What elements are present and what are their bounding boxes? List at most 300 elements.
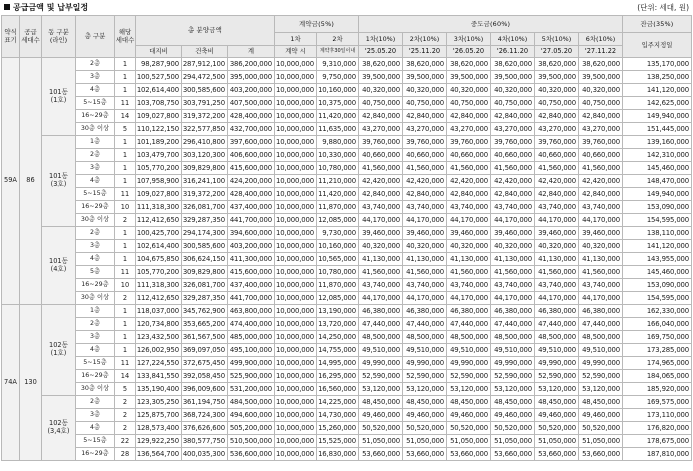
- floor-cell: 4층: [76, 253, 115, 266]
- middle-4-cell: 49,990,000: [491, 357, 535, 370]
- floor-cell: 16~29층: [76, 110, 115, 123]
- units-cell: 1: [115, 162, 136, 175]
- header-middle-5: 5차(10%): [535, 33, 579, 46]
- middle-2-cell: 41,560,000: [403, 266, 447, 279]
- units-cell: 11: [115, 266, 136, 279]
- middle-2-cell: 43,740,000: [403, 201, 447, 214]
- floor-cell: 5층: [76, 266, 115, 279]
- table-row: [2, 110, 692, 123]
- contract-1-cell: 10,000,000: [275, 435, 317, 448]
- header-middle-3: 3차(10%): [447, 33, 491, 46]
- units-cell: 1: [115, 253, 136, 266]
- middle-4-cell: 53,120,000: [491, 383, 535, 396]
- middle-6-cell: 41,560,000: [579, 266, 623, 279]
- table-row: [2, 279, 692, 292]
- contract-2-cell: 15,525,000: [317, 435, 359, 448]
- table-row: [2, 149, 692, 162]
- middle-1-cell: 49,990,000: [359, 357, 403, 370]
- floor-cell: 3층: [76, 409, 115, 422]
- middle-6-cell: 41,130,000: [579, 253, 623, 266]
- middle-6-cell: 39,460,000: [579, 227, 623, 240]
- balance-cell: 184,065,000: [623, 370, 692, 383]
- middle-1-cell: 48,450,000: [359, 396, 403, 409]
- middle-3-cell: 44,170,000: [447, 292, 491, 305]
- middle-1-cell: 49,460,000: [359, 409, 403, 422]
- contract-2-cell: 11,420,000: [317, 110, 359, 123]
- table-row: [2, 136, 692, 149]
- middle-5-cell: 41,560,000: [535, 162, 579, 175]
- middle-1-cell: 43,740,000: [359, 201, 403, 214]
- contract-1-cell: 10,000,000: [275, 97, 317, 110]
- floor-cell: 1층: [76, 136, 115, 149]
- land-cell: 111,318,300: [136, 279, 182, 292]
- middle-4-cell: 41,130,000: [491, 253, 535, 266]
- balance-cell: 187,810,000: [623, 448, 692, 461]
- units-cell: 1: [115, 240, 136, 253]
- header-supply-units: 공급 세대수: [20, 16, 42, 58]
- building-cost-cell: 300,585,600: [182, 84, 228, 97]
- middle-5-cell: 43,270,000: [535, 123, 579, 136]
- unit-label: (단위: 세대, 원): [637, 3, 689, 12]
- middle-5-cell: 42,420,000: [535, 175, 579, 188]
- middle-3-cell: 48,500,000: [447, 331, 491, 344]
- contract-2-cell: 14,225,000: [317, 396, 359, 409]
- middle-4-cell: 52,590,000: [491, 370, 535, 383]
- units-cell: 14: [115, 110, 136, 123]
- table-row: [2, 97, 692, 110]
- contract-2-cell: 12,085,000: [317, 292, 359, 305]
- balance-cell: 176,820,000: [623, 422, 692, 435]
- header-building: 동 구분 (라인): [42, 16, 76, 58]
- balance-cell: 173,110,000: [623, 409, 692, 422]
- contract-2-cell: 9,310,000: [317, 58, 359, 71]
- contract-1-cell: 10,000,000: [275, 370, 317, 383]
- table-row: [2, 240, 692, 253]
- total-cell: 531,200,000: [228, 383, 275, 396]
- middle-5-cell: 43,740,000: [535, 279, 579, 292]
- floor-cell: 30층 이상: [76, 383, 115, 396]
- contract-1-cell: 10,000,000: [275, 162, 317, 175]
- middle-2-cell: 48,450,000: [403, 396, 447, 409]
- balance-cell: 151,445,000: [623, 123, 692, 136]
- middle-6-cell: 48,450,000: [579, 396, 623, 409]
- header-middle-6: 6차(10%): [579, 33, 623, 46]
- floor-cell: 5~15층: [76, 97, 115, 110]
- units-cell: 14: [115, 370, 136, 383]
- land-cell: 104,675,850: [136, 253, 182, 266]
- building-cost-cell: 372,675,450: [182, 357, 228, 370]
- total-cell: 403,200,000: [228, 84, 275, 97]
- middle-4-cell: 53,660,000: [491, 448, 535, 461]
- land-cell: 111,318,300: [136, 201, 182, 214]
- balance-cell: 153,090,000: [623, 201, 692, 214]
- middle-3-cell: 40,320,000: [447, 84, 491, 97]
- contract-1-cell: 10,000,000: [275, 227, 317, 240]
- building-cell: 102동 (1호): [42, 305, 76, 396]
- middle-6-cell: 42,420,000: [579, 175, 623, 188]
- building-cell: 102동 (3,4호): [42, 396, 76, 461]
- contract-1-cell: 10,000,000: [275, 58, 317, 71]
- header-balance-timing: 입주지정일: [623, 33, 692, 58]
- contract-1-cell: 10,000,000: [275, 201, 317, 214]
- balance-cell: 141,120,000: [623, 84, 692, 97]
- total-cell: 474,400,000: [228, 318, 275, 331]
- middle-3-cell: 53,120,000: [447, 383, 491, 396]
- middle-6-cell: 49,460,000: [579, 409, 623, 422]
- land-cell: 109,027,800: [136, 188, 182, 201]
- total-cell: 510,500,000: [228, 435, 275, 448]
- land-cell: 112,412,650: [136, 292, 182, 305]
- floor-cell: 5~15층: [76, 188, 115, 201]
- table-row: [2, 84, 692, 97]
- header-type: 약식 표기: [2, 16, 20, 58]
- middle-6-cell: 40,320,000: [579, 240, 623, 253]
- units-cell: 11: [115, 357, 136, 370]
- middle-5-cell: 48,450,000: [535, 396, 579, 409]
- middle-5-cell: 46,380,000: [535, 305, 579, 318]
- land-cell: 126,002,950: [136, 344, 182, 357]
- contract-1-cell: 10,000,000: [275, 240, 317, 253]
- middle-4-cell: 38,620,000: [491, 58, 535, 71]
- middle-2-cell: 40,750,000: [403, 97, 447, 110]
- units-cell: 28: [115, 448, 136, 461]
- middle-6-cell: 42,840,000: [579, 110, 623, 123]
- land-cell: 105,770,200: [136, 266, 182, 279]
- total-cell: 432,700,000: [228, 123, 275, 136]
- middle-5-cell: 49,510,000: [535, 344, 579, 357]
- middle-6-cell: 43,740,000: [579, 279, 623, 292]
- building-cost-cell: 396,009,600: [182, 383, 228, 396]
- contract-2-cell: 13,720,000: [317, 318, 359, 331]
- middle-5-cell: 41,130,000: [535, 253, 579, 266]
- building-cost-cell: 361,194,750: [182, 396, 228, 409]
- contract-1-cell: 10,000,000: [275, 71, 317, 84]
- units-cell: 1: [115, 149, 136, 162]
- balance-cell: 142,625,000: [623, 97, 692, 110]
- balance-cell: 178,675,000: [623, 435, 692, 448]
- middle-3-cell: 51,050,000: [447, 435, 491, 448]
- building-cost-cell: 309,829,800: [182, 162, 228, 175]
- middle-1-cell: 43,270,000: [359, 123, 403, 136]
- contract-1-cell: 10,000,000: [275, 123, 317, 136]
- building-cell: 101동 (1호): [42, 58, 76, 136]
- floor-cell: 30층 이상: [76, 123, 115, 136]
- middle-3-cell: 42,420,000: [447, 175, 491, 188]
- middle-3-cell: 48,450,000: [447, 396, 491, 409]
- total-cell: 485,000,000: [228, 331, 275, 344]
- total-cell: 437,400,000: [228, 279, 275, 292]
- balance-cell: 154,595,000: [623, 214, 692, 227]
- balance-cell: 145,460,000: [623, 162, 692, 175]
- middle-1-cell: 40,320,000: [359, 84, 403, 97]
- middle-2-cell: 43,270,000: [403, 123, 447, 136]
- middle-1-cell: 50,520,000: [359, 422, 403, 435]
- middle-1-cell: 44,170,000: [359, 214, 403, 227]
- total-cell: 397,600,000: [228, 136, 275, 149]
- contract-1-cell: 10,000,000: [275, 305, 317, 318]
- contract-1-cell: 10,000,000: [275, 188, 317, 201]
- units-cell: 22: [115, 435, 136, 448]
- contract-2-cell: 10,565,000: [317, 253, 359, 266]
- total-cell: 395,000,000: [228, 71, 275, 84]
- units-cell: 5: [115, 383, 136, 396]
- middle-2-cell: 53,120,000: [403, 383, 447, 396]
- building-cost-cell: 361,567,500: [182, 331, 228, 344]
- middle-5-cell: 47,440,000: [535, 318, 579, 331]
- middle-1-cell: 46,380,000: [359, 305, 403, 318]
- contract-1-cell: 10,000,000: [275, 175, 317, 188]
- balance-cell: 169,750,000: [623, 331, 692, 344]
- middle-1-cell: 53,660,000: [359, 448, 403, 461]
- middle-5-cell: 50,520,000: [535, 422, 579, 435]
- total-cell: 441,700,000: [228, 292, 275, 305]
- land-cell: 123,305,250: [136, 396, 182, 409]
- middle-3-cell: 52,590,000: [447, 370, 491, 383]
- total-cell: 505,200,000: [228, 422, 275, 435]
- building-cost-cell: 303,120,300: [182, 149, 228, 162]
- middle-2-cell: 41,560,000: [403, 162, 447, 175]
- middle-3-cell: 47,440,000: [447, 318, 491, 331]
- middle-4-cell: 51,050,000: [491, 435, 535, 448]
- floor-cell: 5~15층: [76, 357, 115, 370]
- total-cell: 415,600,000: [228, 162, 275, 175]
- floor-cell: 2층: [76, 58, 115, 71]
- middle-6-cell: 49,990,000: [579, 357, 623, 370]
- total-cell: 394,600,000: [228, 227, 275, 240]
- middle-2-cell: 47,440,000: [403, 318, 447, 331]
- middle-4-cell: 40,660,000: [491, 149, 535, 162]
- middle-2-cell: 50,520,000: [403, 422, 447, 435]
- building-cell: 101동 (3호): [42, 136, 76, 227]
- middle-5-cell: 40,320,000: [535, 84, 579, 97]
- units-cell: 5: [115, 123, 136, 136]
- middle-2-cell: 42,420,000: [403, 175, 447, 188]
- middle-1-cell: 42,840,000: [359, 110, 403, 123]
- middle-3-cell: 43,270,000: [447, 123, 491, 136]
- header-balance-group: 잔금(35%): [623, 16, 692, 33]
- header-middle-4: 4차(10%): [491, 33, 535, 46]
- building-cell: 101동 (4호): [42, 227, 76, 305]
- floor-cell: 2층: [76, 396, 115, 409]
- middle-6-cell: 46,380,000: [579, 305, 623, 318]
- header-price-group: 총 분양금액: [136, 16, 275, 46]
- contract-1-cell: 10,000,000: [275, 448, 317, 461]
- total-cell: 499,900,000: [228, 357, 275, 370]
- middle-1-cell: 44,170,000: [359, 292, 403, 305]
- middle-3-cell: 43,740,000: [447, 201, 491, 214]
- contract-1-cell: 10,000,000: [275, 396, 317, 409]
- middle-4-cell: 41,560,000: [491, 162, 535, 175]
- floor-cell: 16~29층: [76, 201, 115, 214]
- middle-4-cell: 49,460,000: [491, 409, 535, 422]
- middle-1-cell: 39,460,000: [359, 227, 403, 240]
- floor-cell: 30층 이상: [76, 292, 115, 305]
- middle-6-cell: 52,590,000: [579, 370, 623, 383]
- middle-3-cell: 41,560,000: [447, 162, 491, 175]
- units-cell: 1: [115, 71, 136, 84]
- middle-3-cell: 38,620,000: [447, 58, 491, 71]
- middle-2-cell: 43,740,000: [403, 279, 447, 292]
- balance-cell: 138,110,000: [623, 227, 692, 240]
- header-middle-group: 중도금(60%): [359, 16, 623, 33]
- middle-1-cell: 53,120,000: [359, 383, 403, 396]
- middle-4-cell: 39,760,000: [491, 136, 535, 149]
- middle-4-cell: 39,500,000: [491, 71, 535, 84]
- building-cost-cell: 319,372,200: [182, 188, 228, 201]
- land-cell: 129,922,250: [136, 435, 182, 448]
- middle-5-cell: 44,170,000: [535, 292, 579, 305]
- land-cell: 125,875,700: [136, 409, 182, 422]
- contract-2-cell: 14,250,000: [317, 331, 359, 344]
- building-cost-cell: 368,724,300: [182, 409, 228, 422]
- contract-2-cell: 16,295,000: [317, 370, 359, 383]
- middle-6-cell: 40,320,000: [579, 84, 623, 97]
- table-row: [2, 422, 692, 435]
- middle-3-cell: 40,320,000: [447, 240, 491, 253]
- balance-cell: 162,330,000: [623, 305, 692, 318]
- units-cell: 1: [115, 305, 136, 318]
- contract-2-cell: 16,560,000: [317, 383, 359, 396]
- page-header: [0, 0, 693, 16]
- middle-1-cell: 49,510,000: [359, 344, 403, 357]
- contract-2-cell: 14,995,000: [317, 357, 359, 370]
- table-row: [2, 409, 692, 422]
- middle-2-cell: 53,660,000: [403, 448, 447, 461]
- total-cell: 403,200,000: [228, 240, 275, 253]
- floor-cell: 30층 이상: [76, 214, 115, 227]
- middle-1-cell: 39,760,000: [359, 136, 403, 149]
- floor-cell: 2층: [76, 149, 115, 162]
- total-cell: 407,500,000: [228, 97, 275, 110]
- header-contract-2-timing: 계약후30일이내: [317, 46, 359, 58]
- balance-cell: 148,470,000: [623, 175, 692, 188]
- table-row: [2, 357, 692, 370]
- total-cell: 386,200,000: [228, 58, 275, 71]
- building-cost-cell: 329,287,350: [182, 292, 228, 305]
- contract-2-cell: 14,730,000: [317, 409, 359, 422]
- middle-2-cell: 41,130,000: [403, 253, 447, 266]
- table-row: [2, 253, 692, 266]
- table-row: [2, 318, 692, 331]
- middle-5-cell: 53,660,000: [535, 448, 579, 461]
- middle-4-cell: 40,750,000: [491, 97, 535, 110]
- units-cell: 2: [115, 396, 136, 409]
- middle-5-cell: 40,750,000: [535, 97, 579, 110]
- type-cell: 74A: [2, 305, 20, 461]
- contract-1-cell: 10,000,000: [275, 279, 317, 292]
- land-cell: 135,190,400: [136, 383, 182, 396]
- middle-5-cell: 42,840,000: [535, 188, 579, 201]
- table-row: [2, 227, 692, 240]
- floor-cell: 3층: [76, 162, 115, 175]
- land-cell: 98,287,900: [136, 58, 182, 71]
- units-cell: 2: [115, 292, 136, 305]
- middle-6-cell: 44,170,000: [579, 214, 623, 227]
- middle-3-cell: 41,130,000: [447, 253, 491, 266]
- middle-1-cell: 52,590,000: [359, 370, 403, 383]
- middle-4-cell: 43,740,000: [491, 279, 535, 292]
- middle-2-cell: 49,990,000: [403, 357, 447, 370]
- contract-1-cell: 10,000,000: [275, 409, 317, 422]
- contract-2-cell: 11,635,000: [317, 123, 359, 136]
- balance-cell: 149,940,000: [623, 188, 692, 201]
- building-cost-cell: 400,035,300: [182, 448, 228, 461]
- contract-2-cell: 9,880,000: [317, 136, 359, 149]
- building-cost-cell: 319,372,200: [182, 110, 228, 123]
- units-cell: 11: [115, 188, 136, 201]
- middle-6-cell: 49,510,000: [579, 344, 623, 357]
- total-cell: 463,800,000: [228, 305, 275, 318]
- middle-2-cell: 39,500,000: [403, 71, 447, 84]
- type-cell: 59A: [2, 58, 20, 305]
- table-row: [2, 396, 692, 409]
- contract-2-cell: 11,420,000: [317, 188, 359, 201]
- total-cell: 525,900,000: [228, 370, 275, 383]
- units-cell: 1: [115, 331, 136, 344]
- building-cost-cell: 309,829,800: [182, 266, 228, 279]
- floor-cell: 4층: [76, 84, 115, 97]
- building-cost-cell: 345,762,900: [182, 305, 228, 318]
- middle-1-cell: 40,660,000: [359, 149, 403, 162]
- units-cell: 1: [115, 136, 136, 149]
- floor-cell: 3층: [76, 71, 115, 84]
- total-cell: 536,600,000: [228, 448, 275, 461]
- middle-3-cell: 50,520,000: [447, 422, 491, 435]
- middle-3-cell: 40,660,000: [447, 149, 491, 162]
- contract-2-cell: 11,870,000: [317, 279, 359, 292]
- middle-5-cell: 44,170,000: [535, 214, 579, 227]
- middle-6-cell: 53,120,000: [579, 383, 623, 396]
- contract-1-cell: 10,000,000: [275, 318, 317, 331]
- middle-4-cell: 44,170,000: [491, 292, 535, 305]
- middle-3-cell: 41,560,000: [447, 266, 491, 279]
- total-cell: 415,600,000: [228, 266, 275, 279]
- middle-2-cell: 39,460,000: [403, 227, 447, 240]
- contract-1-cell: 10,000,000: [275, 149, 317, 162]
- middle-3-cell: 39,460,000: [447, 227, 491, 240]
- table-row: [2, 344, 692, 357]
- middle-3-cell: 46,380,000: [447, 305, 491, 318]
- middle-3-cell: 39,760,000: [447, 136, 491, 149]
- contract-2-cell: 10,780,000: [317, 266, 359, 279]
- square-bullet-icon: [4, 4, 10, 10]
- units-cell: 1: [115, 344, 136, 357]
- middle-4-cell: 40,320,000: [491, 84, 535, 97]
- floor-cell: 4층: [76, 422, 115, 435]
- contract-2-cell: 16,830,000: [317, 448, 359, 461]
- middle-6-cell: 39,760,000: [579, 136, 623, 149]
- total-cell: 411,300,000: [228, 253, 275, 266]
- contract-1-cell: 10,000,000: [275, 84, 317, 97]
- floor-cell: 4층: [76, 175, 115, 188]
- contract-1-cell: 10,000,000: [275, 344, 317, 357]
- floor-cell: 16~29층: [76, 448, 115, 461]
- table-row: [2, 162, 692, 175]
- header-middle-5-date: '27.05.20: [535, 46, 579, 58]
- middle-1-cell: 39,500,000: [359, 71, 403, 84]
- total-cell: 441,700,000: [228, 214, 275, 227]
- contract-2-cell: 10,375,000: [317, 97, 359, 110]
- middle-5-cell: 48,500,000: [535, 331, 579, 344]
- middle-5-cell: 49,460,000: [535, 409, 579, 422]
- contract-1-cell: 10,000,000: [275, 136, 317, 149]
- contract-2-cell: 10,160,000: [317, 84, 359, 97]
- contract-1-cell: 10,000,000: [275, 331, 317, 344]
- building-cost-cell: 326,081,700: [182, 279, 228, 292]
- total-cell: 428,400,000: [228, 110, 275, 123]
- header-contract-1-timing: 계약 시: [275, 46, 317, 58]
- balance-cell: 145,460,000: [623, 266, 692, 279]
